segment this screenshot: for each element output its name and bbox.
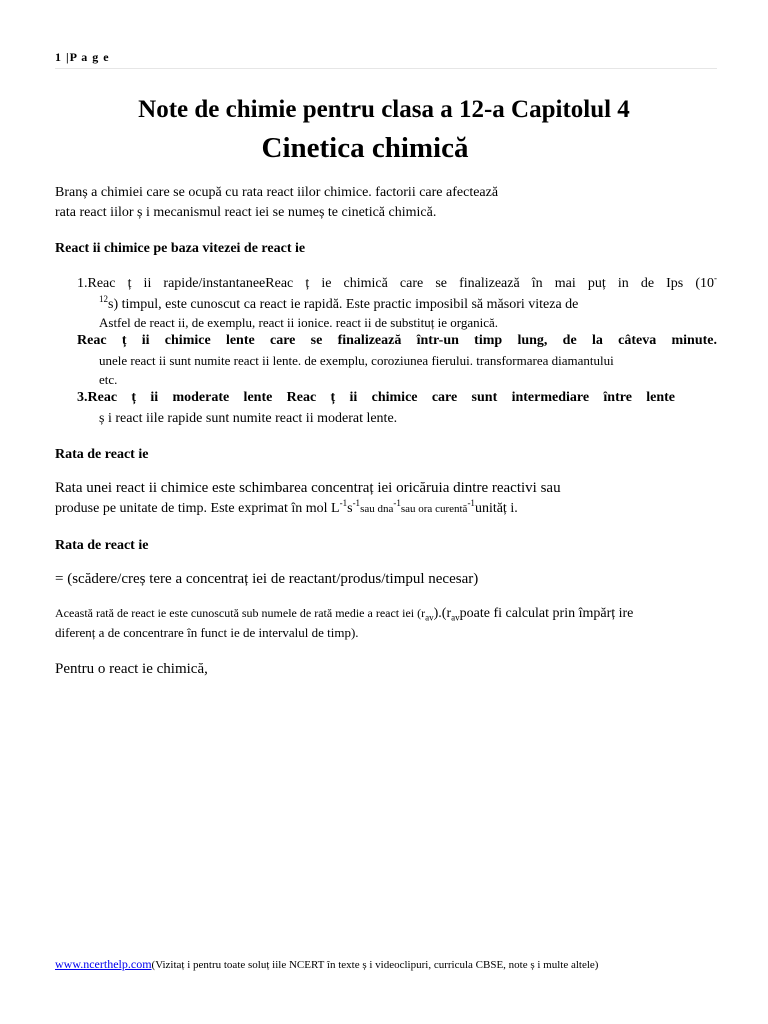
rate-definition-line-1: Rata unei react ii chimice este schimbarea concentraț iei oricăruia dintre reactivi sau [55, 480, 561, 496]
item1-line-3: Astfel de react ii, de exemplu, react ii ionice. react ii de substituț ie organică. [99, 315, 498, 330]
section-heading-reaction-types: React ii chimice pe baza vitezei de react ie [55, 241, 306, 256]
item3-line-2: ș i react iile rapide sunt numite react ii moderat lente. [99, 411, 398, 426]
header-divider [55, 68, 717, 69]
footer-link[interactable]: www.ncerthelp.com [55, 957, 152, 971]
average-rate-note-line-1: Această rată de react ie este cunoscută sub numele de rată medie a react iei $(r_{av}).(r_{av}poate$ fi calculat prin împărț ire [55, 606, 634, 623]
document-title: Note de chimie pentru clasa a 12-a Capitolul 4 [138, 96, 630, 123]
item1-line-2: $^{12}$s) timpul, este cunoscut ca react ie rapidă. Este practic imposibil să măsori viteza de [99, 294, 579, 312]
footer-description: (Vizitaț i pentru toate soluț iile NCERT în texte ș i videoclipuri, curricula CBSE, note ș i multe altele) [151, 959, 599, 971]
intro-line-1: Branș a chimiei care se ocupă cu rata react iilor chimice. factorii care afectează [55, 185, 499, 200]
rate-formula: = (scădere/creș tere a concentraț iei de reactant/produs/timpul necesar) [55, 571, 479, 587]
footer [55, 957, 598, 972]
average-rate-note-line-2: diferenț a de concentrare în funct ie de intervalul de timp). [55, 625, 359, 640]
closing-text: Pentru o react ie chimică, [55, 661, 208, 677]
document-subtitle: Cinetica chimică [261, 132, 469, 164]
rate-definition-line-2: produse pe unitate de timp. Este exprimat în mol $L^{-1}s^{-1}sau$ dna$^{-1}$sau ora curentă$^{-1}$unităț i. [55, 498, 518, 516]
item3-line-1: 3.Reac ț ii moderate lente Reac ț ii chimice care sunt intermediare între lente [77, 390, 675, 405]
page-number-header: 1 |P a g e [55, 50, 110, 64]
item2-line-3: etc. [99, 372, 118, 387]
item1-line-1: 1.Reac ț ii rapide/instantaneeReac ț ie chimică care se finalizează în mai puț in de Ips (10- [77, 273, 717, 291]
intro-line-2: rata react iilor ș i mecanismul react iei se numeș te cinetică chimică. [55, 205, 437, 220]
item2-line-2: unele react ii sunt numite react ii lente. de exemplu, coroziunea fierului. transformarea diamantului [99, 353, 614, 368]
item2-line-1: Reac ț ii chimice lente care se finalizează într-un timp lung, de la câteva minute. [77, 333, 717, 348]
section-heading-rate-formula: Rata de react ie [55, 538, 149, 553]
section-heading-rate: Rata de react ie [55, 447, 149, 462]
